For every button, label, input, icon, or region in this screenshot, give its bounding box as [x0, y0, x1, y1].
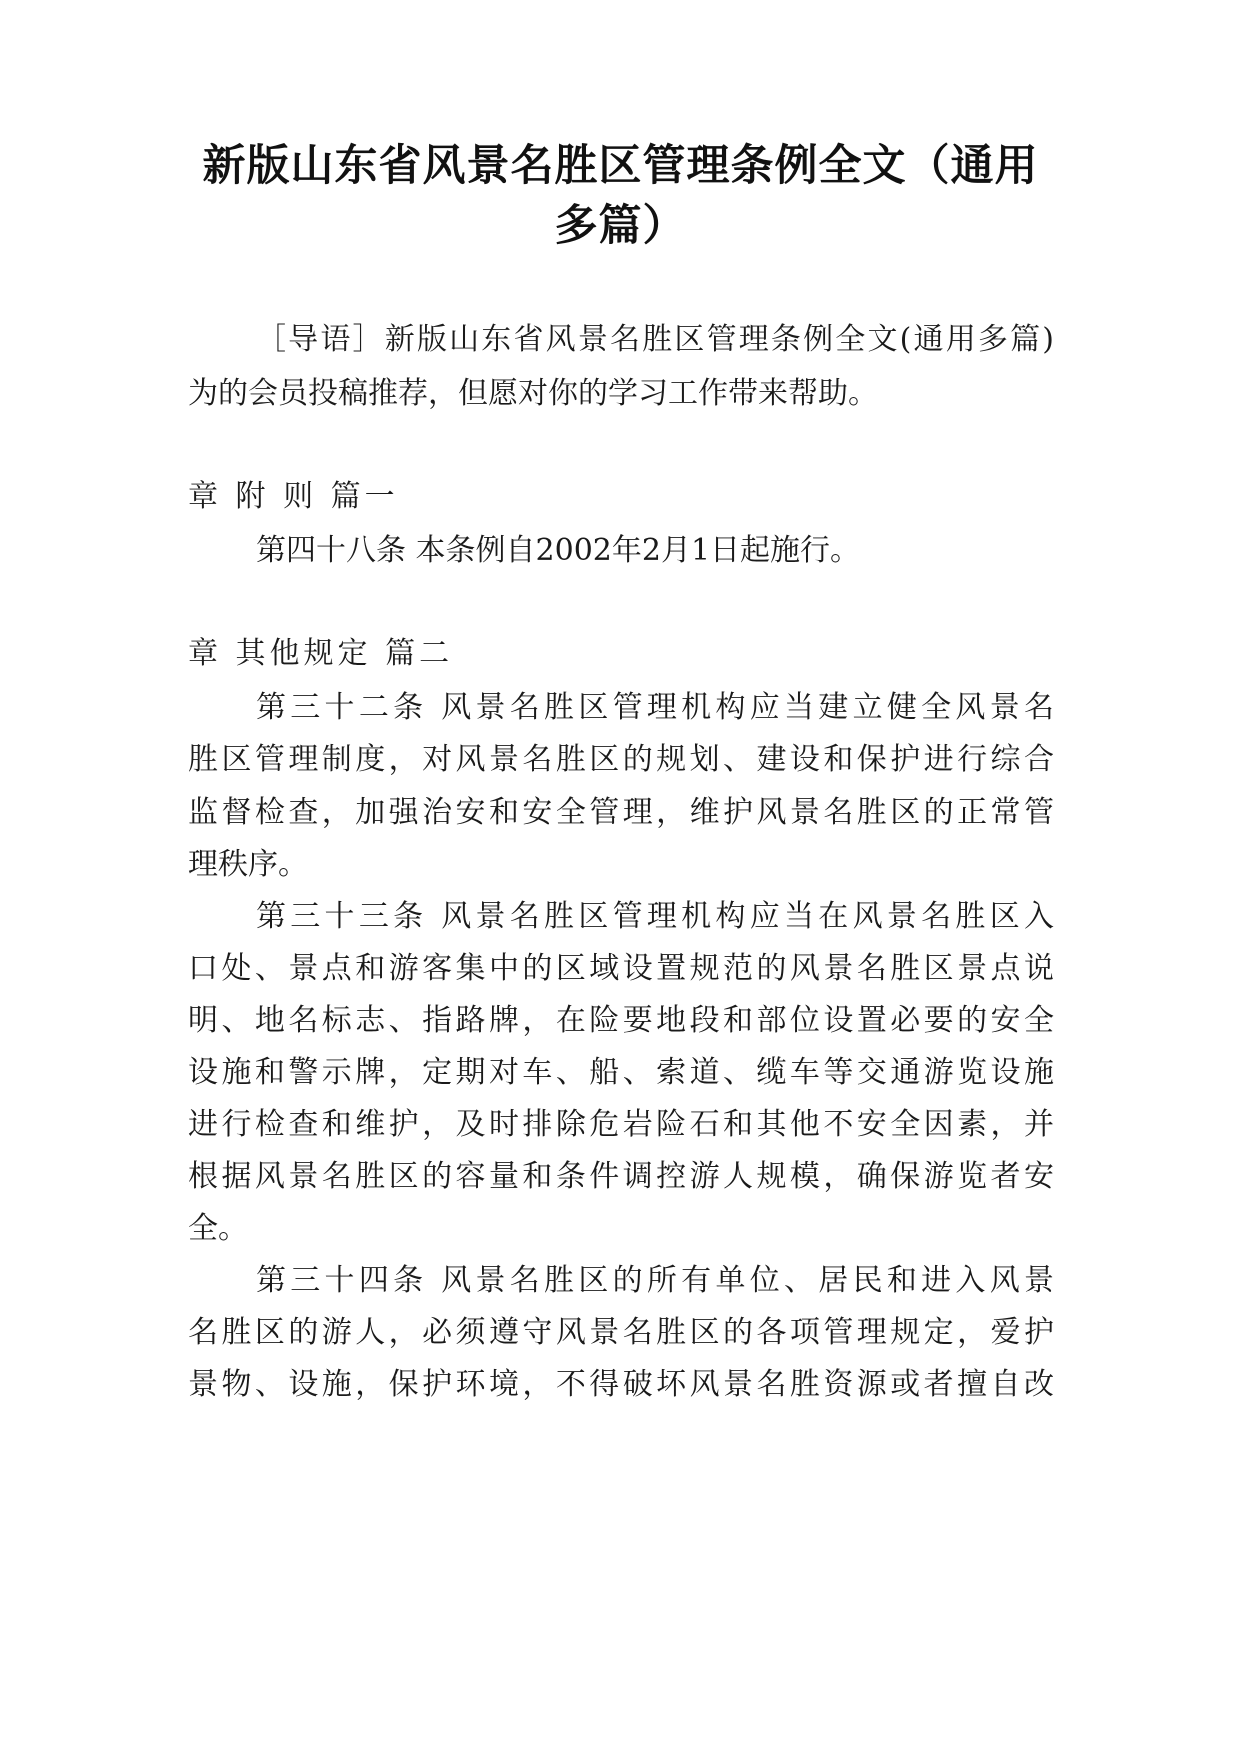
article-33-line-4: 设施和警示牌，定期对车、船、索道、缆车等交通游览设施 [188, 1055, 1054, 1090]
article-33-line-5: 进行检查和维护，及时排除危岩险石和其他不安全因素，并 [188, 1107, 1054, 1142]
article-32-line-4: 理秩序。 [188, 847, 308, 882]
article-34-line-2: 名胜区的游人，必须遵守风景名胜区的各项管理规定，爱护 [188, 1315, 1054, 1350]
section-heading-1: 章 附 则 篇一 [188, 479, 399, 514]
article-34-line-1: 第三十四条 风景名胜区的所有单位、居民和进入风景 [256, 1263, 1054, 1298]
article-33-line-7: 全。 [188, 1211, 248, 1246]
document-title-line-2: 多篇） [554, 201, 687, 251]
article-32-line-3: 监督检查，加强治安和安全管理，维护风景名胜区的正常管 [188, 795, 1054, 830]
article-34-line-3: 景物、设施，保护环境，不得破坏风景名胜资源或者擅自改 [188, 1367, 1054, 1402]
article-33-line-6: 根据风景名胜区的容量和条件调控游人规模，确保游览者安 [188, 1159, 1054, 1194]
article-32-line-2: 胜区管理制度，对风景名胜区的规划、建设和保护进行综合 [188, 742, 1054, 777]
document-title-line-1: 新版山东省风景名胜区管理条例全文（通用 [202, 141, 1039, 191]
intro-line-1: ［导语］新版山东省风景名胜区管理条例全文(通用多篇) [256, 322, 1054, 357]
article-33-line-1: 第三十三条 风景名胜区管理机构应当在风景名胜区入 [256, 899, 1054, 934]
article-33-line-2: 口处、景点和游客集中的区域设置规范的风景名胜区景点说 [188, 951, 1054, 986]
article-33-line-3: 明、地名标志、指路牌，在险要地段和部位设置必要的安全 [188, 1003, 1054, 1038]
section-heading-2: 章 其他规定 篇二 [188, 636, 454, 671]
intro-line-2: 为的会员投稿推荐，但愿对你的学习工作带来帮助。 [188, 376, 878, 411]
article-48: 第四十八条 本条例自2002年2月1日起施行。 [256, 533, 861, 568]
article-32-line-1: 第三十二条 风景名胜区管理机构应当建立健全风景名 [256, 690, 1054, 725]
